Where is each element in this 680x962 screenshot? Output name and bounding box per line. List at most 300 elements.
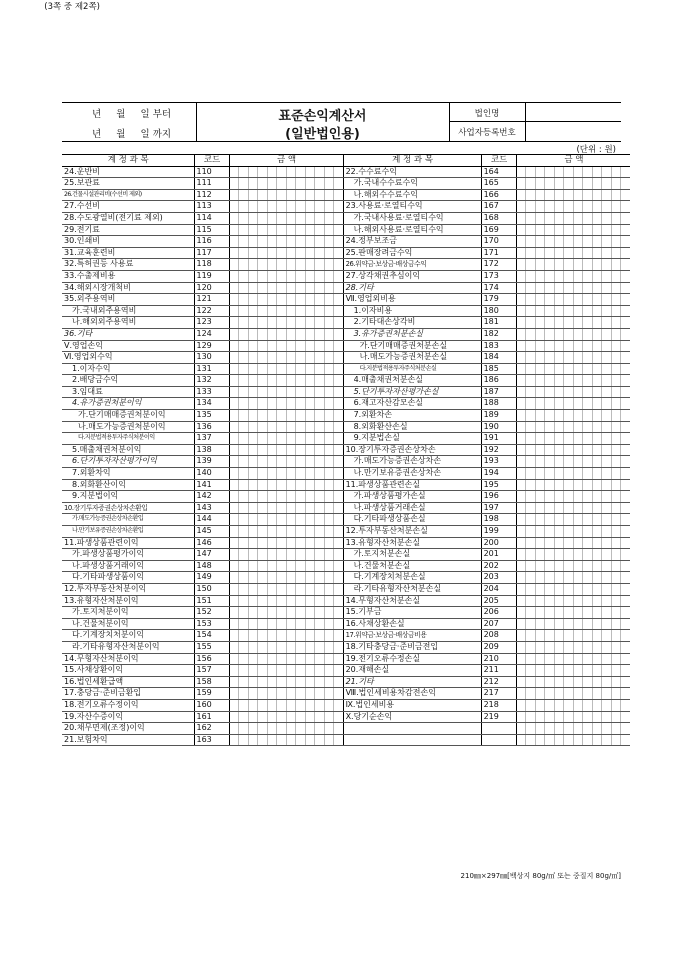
right-amount-digit-cell[interactable] [545,456,555,468]
left-amount-digit-cell[interactable] [248,340,258,352]
left-amount-digit-cell[interactable] [296,270,306,282]
right-amount-digit-cell[interactable] [526,363,536,375]
right-amount-digit-cell[interactable] [516,479,526,491]
left-amount-digit-cell[interactable] [305,247,315,259]
right-amount-digit-cell[interactable] [621,410,631,422]
left-amount-digit-cell[interactable] [334,444,344,456]
right-amount-digit-cell[interactable] [592,433,602,445]
left-amount-digit-cell[interactable] [239,537,249,549]
right-amount-digit-cell[interactable] [564,340,574,352]
left-amount-digit-cell[interactable] [267,583,277,595]
right-amount-digit-cell[interactable] [592,340,602,352]
left-amount-digit-cell[interactable] [248,270,258,282]
left-amount-digit-cell[interactable] [258,583,268,595]
left-amount-digit-cell[interactable] [334,236,344,248]
left-amount-digit-cell[interactable] [296,676,306,688]
right-amount-digit-cell[interactable] [583,641,593,653]
left-amount-digit-cell[interactable] [267,688,277,700]
left-amount-digit-cell[interactable] [305,375,315,387]
left-amount-digit-cell[interactable] [286,178,296,190]
left-amount-digit-cell[interactable] [286,375,296,387]
right-amount-digit-cell[interactable] [621,282,631,294]
right-amount-digit-cell[interactable] [583,468,593,480]
right-amount-digit-cell[interactable] [554,294,564,306]
right-amount-digit-cell[interactable] [583,166,593,178]
right-amount-digit-cell[interactable] [611,630,621,642]
left-amount-digit-cell[interactable] [305,294,315,306]
right-amount-digit-cell[interactable] [621,259,631,271]
right-amount-digit-cell[interactable] [621,433,631,445]
left-amount-digit-cell[interactable] [248,607,258,619]
left-amount-digit-cell[interactable] [258,572,268,584]
left-amount-digit-cell[interactable] [277,375,287,387]
left-amount-digit-cell[interactable] [286,305,296,317]
right-amount-digit-cell[interactable] [516,433,526,445]
right-amount-digit-cell[interactable] [516,468,526,480]
right-amount-digit-cell[interactable] [526,676,536,688]
right-amount-digit-cell[interactable] [564,328,574,340]
left-amount-digit-cell[interactable] [248,618,258,630]
right-amount-digit-cell[interactable] [516,212,526,224]
right-amount-digit-cell[interactable] [611,282,621,294]
left-amount-digit-cell[interactable] [258,317,268,329]
left-amount-digit-cell[interactable] [239,212,249,224]
right-amount-digit-cell[interactable] [611,595,621,607]
right-amount-digit-cell[interactable] [602,375,612,387]
right-amount-digit-cell[interactable] [545,224,555,236]
left-amount-digit-cell[interactable] [248,433,258,445]
right-amount-digit-cell[interactable] [611,363,621,375]
left-amount-digit-cell[interactable] [229,352,239,364]
left-amount-digit-cell[interactable] [324,641,334,653]
right-amount-digit-cell[interactable] [602,166,612,178]
left-amount-digit-cell[interactable] [239,305,249,317]
right-amount-digit-cell[interactable] [564,166,574,178]
right-amount-digit-cell[interactable] [516,259,526,271]
left-amount-digit-cell[interactable] [277,294,287,306]
right-amount-digit-cell[interactable] [554,259,564,271]
right-amount-digit-cell[interactable] [602,583,612,595]
left-amount-digit-cell[interactable] [296,386,306,398]
left-amount-digit-cell[interactable] [315,352,325,364]
left-amount-digit-cell[interactable] [258,178,268,190]
right-amount-digit-cell[interactable] [516,688,526,700]
left-amount-digit-cell[interactable] [258,282,268,294]
left-amount-digit-cell[interactable] [258,665,268,677]
right-amount-digit-cell[interactable] [573,166,583,178]
right-amount-digit-cell[interactable] [516,166,526,178]
left-amount-digit-cell[interactable] [258,723,268,735]
right-amount-digit-cell[interactable] [611,410,621,422]
left-amount-digit-cell[interactable] [248,502,258,514]
right-amount-digit-cell[interactable] [573,305,583,317]
right-amount-digit-cell[interactable] [602,699,612,711]
left-amount-digit-cell[interactable] [315,328,325,340]
left-amount-digit-cell[interactable] [334,212,344,224]
right-amount-digit-cell[interactable] [545,491,555,503]
right-amount-digit-cell[interactable] [592,294,602,306]
left-amount-digit-cell[interactable] [267,433,277,445]
left-amount-digit-cell[interactable] [315,723,325,735]
right-amount-digit-cell[interactable] [564,595,574,607]
left-amount-digit-cell[interactable] [334,468,344,480]
right-amount-digit-cell[interactable] [592,178,602,190]
left-amount-digit-cell[interactable] [258,352,268,364]
right-amount-digit-cell[interactable] [621,595,631,607]
right-amount-digit-cell[interactable] [611,653,621,665]
left-amount-digit-cell[interactable] [324,386,334,398]
right-amount-digit-cell[interactable] [526,630,536,642]
left-amount-digit-cell[interactable] [229,699,239,711]
right-amount-digit-cell[interactable] [545,270,555,282]
left-amount-digit-cell[interactable] [334,723,344,735]
right-amount-digit-cell[interactable] [554,526,564,538]
right-amount-digit-cell[interactable] [621,653,631,665]
left-amount-digit-cell[interactable] [277,653,287,665]
left-amount-digit-cell[interactable] [286,583,296,595]
right-amount-digit-cell[interactable] [535,236,545,248]
right-amount-digit-cell[interactable] [535,178,545,190]
left-amount-digit-cell[interactable] [267,444,277,456]
left-amount-digit-cell[interactable] [305,317,315,329]
right-amount-digit-cell[interactable] [611,352,621,364]
left-amount-digit-cell[interactable] [324,618,334,630]
right-amount-digit-cell[interactable] [611,665,621,677]
left-amount-digit-cell[interactable] [296,189,306,201]
right-amount-digit-cell[interactable] [535,410,545,422]
right-amount-digit-cell[interactable] [583,583,593,595]
right-amount-digit-cell[interactable] [516,723,526,735]
right-amount-digit-cell[interactable] [554,514,564,526]
right-amount-digit-cell[interactable] [516,734,526,746]
right-amount-digit-cell[interactable] [602,294,612,306]
left-amount-digit-cell[interactable] [286,526,296,538]
right-amount-digit-cell[interactable] [592,514,602,526]
left-amount-digit-cell[interactable] [296,665,306,677]
left-amount-digit-cell[interactable] [267,317,277,329]
left-amount-digit-cell[interactable] [239,572,249,584]
right-amount-digit-cell[interactable] [526,421,536,433]
right-amount-digit-cell[interactable] [526,641,536,653]
right-amount-digit-cell[interactable] [554,560,564,572]
left-amount-digit-cell[interactable] [258,166,268,178]
left-amount-digit-cell[interactable] [305,468,315,480]
left-amount-digit-cell[interactable] [286,410,296,422]
left-amount-digit-cell[interactable] [296,398,306,410]
right-amount-digit-cell[interactable] [545,178,555,190]
left-amount-digit-cell[interactable] [258,607,268,619]
right-amount-digit-cell[interactable] [573,688,583,700]
left-amount-digit-cell[interactable] [334,294,344,306]
right-amount-digit-cell[interactable] [573,340,583,352]
right-amount-digit-cell[interactable] [516,491,526,503]
right-amount-digit-cell[interactable] [526,444,536,456]
right-amount-digit-cell[interactable] [564,444,574,456]
right-amount-digit-cell[interactable] [535,641,545,653]
right-amount-digit-cell[interactable] [621,676,631,688]
left-amount-digit-cell[interactable] [315,386,325,398]
left-amount-digit-cell[interactable] [248,398,258,410]
left-amount-digit-cell[interactable] [239,583,249,595]
right-amount-digit-cell[interactable] [516,328,526,340]
left-amount-digit-cell[interactable] [229,433,239,445]
right-amount-digit-cell[interactable] [592,502,602,514]
right-amount-digit-cell[interactable] [611,560,621,572]
right-amount-digit-cell[interactable] [583,317,593,329]
left-amount-digit-cell[interactable] [305,549,315,561]
left-amount-digit-cell[interactable] [229,630,239,642]
left-amount-digit-cell[interactable] [334,699,344,711]
right-amount-digit-cell[interactable] [554,421,564,433]
right-amount-digit-cell[interactable] [602,270,612,282]
left-amount-digit-cell[interactable] [334,618,344,630]
left-amount-digit-cell[interactable] [277,572,287,584]
right-amount-digit-cell[interactable] [564,224,574,236]
left-amount-digit-cell[interactable] [334,711,344,723]
left-amount-digit-cell[interactable] [277,491,287,503]
right-amount-digit-cell[interactable] [526,189,536,201]
right-amount-digit-cell[interactable] [526,699,536,711]
left-amount-digit-cell[interactable] [324,375,334,387]
right-amount-digit-cell[interactable] [583,189,593,201]
right-amount-digit-cell[interactable] [592,618,602,630]
right-amount-digit-cell[interactable] [526,247,536,259]
left-amount-digit-cell[interactable] [248,630,258,642]
left-amount-digit-cell[interactable] [258,259,268,271]
left-amount-digit-cell[interactable] [315,410,325,422]
right-amount-digit-cell[interactable] [621,421,631,433]
right-amount-digit-cell[interactable] [583,595,593,607]
left-amount-digit-cell[interactable] [229,386,239,398]
right-amount-digit-cell[interactable] [583,421,593,433]
right-amount-digit-cell[interactable] [573,699,583,711]
left-amount-digit-cell[interactable] [296,502,306,514]
left-amount-digit-cell[interactable] [229,259,239,271]
left-amount-digit-cell[interactable] [305,189,315,201]
right-amount-digit-cell[interactable] [621,224,631,236]
right-amount-digit-cell[interactable] [516,398,526,410]
left-amount-digit-cell[interactable] [239,433,249,445]
right-amount-digit-cell[interactable] [611,421,621,433]
left-amount-digit-cell[interactable] [296,549,306,561]
right-amount-digit-cell[interactable] [621,468,631,480]
right-amount-digit-cell[interactable] [526,166,536,178]
left-amount-digit-cell[interactable] [277,607,287,619]
right-amount-digit-cell[interactable] [611,583,621,595]
left-amount-digit-cell[interactable] [286,665,296,677]
right-amount-digit-cell[interactable] [564,375,574,387]
right-amount-digit-cell[interactable] [545,607,555,619]
left-amount-digit-cell[interactable] [305,607,315,619]
right-amount-digit-cell[interactable] [611,711,621,723]
right-amount-digit-cell[interactable] [564,270,574,282]
right-amount-digit-cell[interactable] [611,212,621,224]
left-amount-digit-cell[interactable] [267,456,277,468]
right-amount-digit-cell[interactable] [535,421,545,433]
left-amount-digit-cell[interactable] [229,328,239,340]
right-amount-digit-cell[interactable] [564,526,574,538]
left-amount-digit-cell[interactable] [324,688,334,700]
left-amount-digit-cell[interactable] [277,328,287,340]
left-amount-digit-cell[interactable] [286,711,296,723]
right-amount-digit-cell[interactable] [592,688,602,700]
left-amount-digit-cell[interactable] [315,224,325,236]
right-amount-digit-cell[interactable] [621,398,631,410]
left-amount-digit-cell[interactable] [239,479,249,491]
right-amount-digit-cell[interactable] [611,526,621,538]
right-amount-digit-cell[interactable] [621,607,631,619]
left-amount-digit-cell[interactable] [305,676,315,688]
right-amount-digit-cell[interactable] [583,294,593,306]
left-amount-digit-cell[interactable] [267,641,277,653]
left-amount-digit-cell[interactable] [315,456,325,468]
left-amount-digit-cell[interactable] [229,688,239,700]
right-amount-digit-cell[interactable] [545,502,555,514]
left-amount-digit-cell[interactable] [315,305,325,317]
left-amount-digit-cell[interactable] [229,201,239,213]
left-amount-digit-cell[interactable] [248,688,258,700]
left-amount-digit-cell[interactable] [286,676,296,688]
left-amount-digit-cell[interactable] [258,328,268,340]
right-amount-digit-cell[interactable] [611,468,621,480]
right-amount-digit-cell[interactable] [535,375,545,387]
right-amount-digit-cell[interactable] [564,247,574,259]
right-amount-digit-cell[interactable] [573,653,583,665]
right-amount-digit-cell[interactable] [573,282,583,294]
left-amount-digit-cell[interactable] [229,375,239,387]
left-amount-digit-cell[interactable] [286,282,296,294]
left-amount-digit-cell[interactable] [267,723,277,735]
right-amount-digit-cell[interactable] [545,630,555,642]
left-amount-digit-cell[interactable] [248,468,258,480]
right-amount-digit-cell[interactable] [554,410,564,422]
right-amount-digit-cell[interactable] [592,363,602,375]
right-amount-digit-cell[interactable] [583,514,593,526]
right-amount-digit-cell[interactable] [545,352,555,364]
right-amount-digit-cell[interactable] [526,502,536,514]
right-amount-digit-cell[interactable] [592,386,602,398]
left-amount-digit-cell[interactable] [277,398,287,410]
left-amount-digit-cell[interactable] [286,479,296,491]
right-amount-digit-cell[interactable] [583,212,593,224]
left-amount-digit-cell[interactable] [239,178,249,190]
right-amount-digit-cell[interactable] [573,212,583,224]
left-amount-digit-cell[interactable] [258,305,268,317]
right-amount-digit-cell[interactable] [592,526,602,538]
left-amount-digit-cell[interactable] [258,247,268,259]
left-amount-digit-cell[interactable] [277,560,287,572]
left-amount-digit-cell[interactable] [334,224,344,236]
left-amount-digit-cell[interactable] [334,526,344,538]
left-amount-digit-cell[interactable] [277,433,287,445]
left-amount-digit-cell[interactable] [258,595,268,607]
right-amount-digit-cell[interactable] [516,189,526,201]
right-amount-digit-cell[interactable] [564,688,574,700]
left-amount-digit-cell[interactable] [258,560,268,572]
right-amount-digit-cell[interactable] [526,537,536,549]
right-amount-digit-cell[interactable] [611,178,621,190]
right-amount-digit-cell[interactable] [516,224,526,236]
left-amount-digit-cell[interactable] [334,479,344,491]
left-amount-digit-cell[interactable] [334,537,344,549]
left-amount-digit-cell[interactable] [315,665,325,677]
left-amount-digit-cell[interactable] [286,259,296,271]
right-amount-digit-cell[interactable] [526,282,536,294]
right-amount-digit-cell[interactable] [564,641,574,653]
right-amount-digit-cell[interactable] [602,189,612,201]
left-amount-digit-cell[interactable] [248,444,258,456]
right-amount-digit-cell[interactable] [526,259,536,271]
left-amount-digit-cell[interactable] [334,166,344,178]
left-amount-digit-cell[interactable] [305,491,315,503]
right-amount-digit-cell[interactable] [545,711,555,723]
left-amount-digit-cell[interactable] [267,398,277,410]
right-amount-digit-cell[interactable] [526,317,536,329]
left-amount-digit-cell[interactable] [229,665,239,677]
left-amount-digit-cell[interactable] [248,282,258,294]
right-amount-digit-cell[interactable] [583,723,593,735]
right-amount-digit-cell[interactable] [621,317,631,329]
left-amount-digit-cell[interactable] [277,201,287,213]
left-amount-digit-cell[interactable] [277,340,287,352]
left-amount-digit-cell[interactable] [239,607,249,619]
right-amount-digit-cell[interactable] [526,410,536,422]
right-amount-digit-cell[interactable] [554,665,564,677]
right-amount-digit-cell[interactable] [554,456,564,468]
left-amount-digit-cell[interactable] [229,421,239,433]
left-amount-digit-cell[interactable] [315,375,325,387]
right-amount-digit-cell[interactable] [611,294,621,306]
left-amount-digit-cell[interactable] [286,630,296,642]
left-amount-digit-cell[interactable] [267,236,277,248]
left-amount-digit-cell[interactable] [248,410,258,422]
right-amount-digit-cell[interactable] [545,328,555,340]
right-amount-digit-cell[interactable] [621,537,631,549]
right-amount-digit-cell[interactable] [573,328,583,340]
left-amount-digit-cell[interactable] [334,734,344,746]
right-amount-digit-cell[interactable] [554,618,564,630]
right-amount-digit-cell[interactable] [583,688,593,700]
right-amount-digit-cell[interactable] [592,665,602,677]
left-amount-digit-cell[interactable] [229,526,239,538]
right-amount-digit-cell[interactable] [526,375,536,387]
right-amount-digit-cell[interactable] [526,549,536,561]
left-amount-digit-cell[interactable] [315,641,325,653]
left-amount-digit-cell[interactable] [305,444,315,456]
left-amount-digit-cell[interactable] [258,363,268,375]
right-amount-digit-cell[interactable] [564,259,574,271]
left-amount-digit-cell[interactable] [267,375,277,387]
left-amount-digit-cell[interactable] [334,386,344,398]
left-amount-digit-cell[interactable] [248,201,258,213]
right-amount-digit-cell[interactable] [564,212,574,224]
left-amount-digit-cell[interactable] [267,653,277,665]
right-amount-digit-cell[interactable] [535,224,545,236]
right-amount-digit-cell[interactable] [564,386,574,398]
left-amount-digit-cell[interactable] [324,305,334,317]
left-amount-digit-cell[interactable] [267,595,277,607]
right-amount-digit-cell[interactable] [554,212,564,224]
right-amount-digit-cell[interactable] [516,201,526,213]
left-amount-digit-cell[interactable] [277,270,287,282]
right-amount-digit-cell[interactable] [611,491,621,503]
right-amount-digit-cell[interactable] [526,618,536,630]
right-amount-digit-cell[interactable] [592,560,602,572]
right-amount-digit-cell[interactable] [535,305,545,317]
right-amount-digit-cell[interactable] [526,526,536,538]
left-amount-digit-cell[interactable] [334,305,344,317]
left-amount-digit-cell[interactable] [334,560,344,572]
